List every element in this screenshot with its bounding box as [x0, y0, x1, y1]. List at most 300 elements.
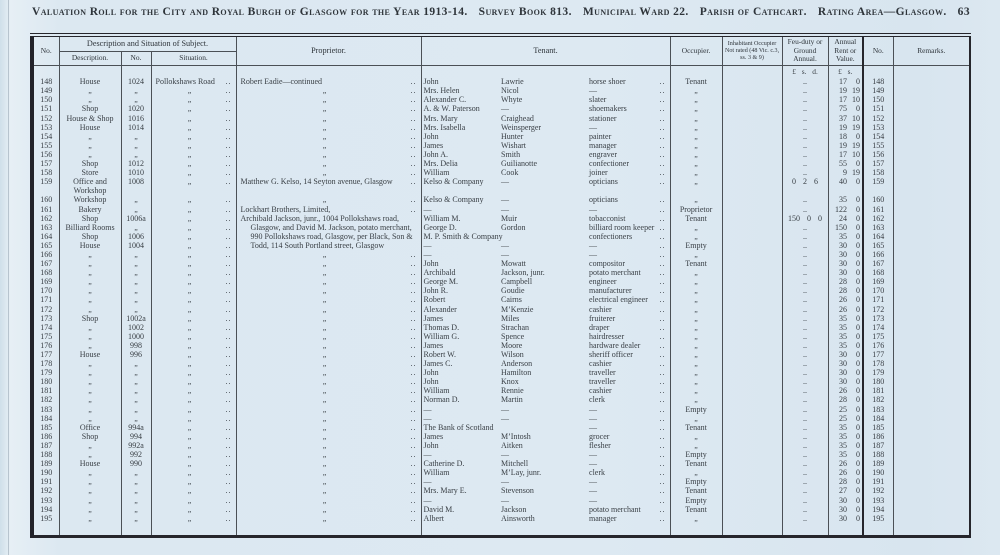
leader-dots: ..: [410, 95, 417, 105]
leader-dots: ..: [410, 431, 417, 441]
leader-dots: ..: [659, 431, 666, 441]
table-row: [32, 195, 970, 204]
cell-tenant-occupation: clerk ..: [589, 395, 666, 405]
rent-shillings: 19: [852, 122, 861, 132]
leader-dots: ..: [659, 213, 666, 223]
cell-situation: „ ..: [151, 414, 236, 423]
table-row: [32, 505, 970, 514]
table-row: [32, 350, 970, 359]
cell-inhabitant-occupier: [722, 505, 782, 514]
leader-dots: ..: [410, 504, 417, 514]
cell-remarks: [893, 496, 970, 505]
cell-feu-duty: 150 0 0: [782, 214, 828, 223]
cell-tenant-forename: James: [421, 314, 499, 323]
header-no-right: No.: [863, 35, 893, 66]
cell-tenant-forename: John: [421, 259, 499, 268]
leader-dots: ..: [225, 259, 232, 269]
cell-occupier: „: [670, 95, 722, 104]
rent-shillings: 0: [856, 477, 861, 487]
cell-annual-rent: [828, 341, 863, 350]
cell-feu-duty: ..: [782, 441, 828, 450]
cell-feu-duty: ..: [782, 332, 828, 341]
cell-occupier: Tenant: [670, 505, 722, 514]
cell-street-no: „: [121, 95, 151, 104]
cell-inhabitant-occupier: [722, 323, 782, 332]
rent-shillings: 0: [856, 304, 861, 314]
cell-no: 161: [40, 204, 53, 214]
cell-proprietor: „ ..: [236, 441, 421, 450]
cell-remarks: [893, 486, 970, 495]
leader-dots: ..: [225, 459, 232, 469]
cell-occupier: „: [670, 141, 722, 150]
cell-no: 156: [40, 149, 53, 159]
cell-inhabitant-occupier: [722, 432, 782, 441]
cell-tenant-forename: John: [421, 132, 499, 141]
cell-no-right: 163: [863, 223, 893, 232]
cell-remarks: [893, 386, 970, 395]
cell-tenant-forename: The Bank of Scotland: [421, 423, 585, 432]
cell-description: „: [59, 150, 121, 159]
leader-dots: ..: [659, 359, 666, 369]
cell-inhabitant-occupier: [722, 314, 782, 323]
cell-tenant-occupation: — ..: [589, 450, 666, 460]
cell-situation: „ ..: [151, 496, 236, 505]
leader-dots: ..: [225, 268, 232, 278]
table-row: [32, 86, 970, 95]
table-row: [32, 241, 970, 250]
leader-dots: ..: [410, 495, 417, 505]
cell-tenant-forename: John R.: [421, 286, 499, 295]
cell-feu-duty: ..: [782, 477, 828, 486]
cell-no: 167: [40, 259, 53, 269]
cell-occupier: Proprietor: [670, 205, 722, 214]
cell-tenant-surname: M’Lay, junr.: [501, 468, 542, 478]
cell-no: 158: [40, 168, 53, 178]
cell-occupier: „: [670, 250, 722, 259]
cell-tenant-forename: Catherine D.: [421, 459, 499, 468]
cell-occupier: Tenant: [670, 486, 722, 495]
leader-dots: ..: [410, 368, 417, 378]
cell-no-right: 166: [863, 250, 893, 259]
cell-situation: „ ..: [151, 250, 236, 259]
municipal-ward-label: Municipal Ward 22.: [582, 6, 689, 18]
table-row: [32, 341, 970, 350]
rent-pounds: 19: [839, 122, 848, 132]
cell-tenant-surname: Muir: [501, 213, 518, 223]
cell-description: „: [59, 450, 121, 459]
rent-shillings: 0: [856, 422, 861, 432]
cell-remarks: [893, 441, 970, 450]
cell-tenant-occupation: cashier ..: [589, 304, 666, 314]
cell-annual-rent: [828, 223, 863, 232]
cell-description: Shop: [59, 314, 121, 323]
cell-description: „: [59, 477, 121, 486]
leader-dots: ..: [410, 386, 417, 396]
cell-annual-rent: [828, 286, 863, 295]
rent-pounds: 35: [839, 431, 848, 441]
leader-dots: ..: [410, 122, 417, 132]
table-row: [32, 441, 970, 450]
cell-remarks: [893, 205, 970, 214]
rent-shillings: 0: [856, 404, 861, 414]
cell-inhabitant-occupier: [722, 114, 782, 123]
cell-tenant-forename: George M.: [421, 277, 499, 286]
cell-feu-duty: ..: [782, 205, 828, 214]
cell-annual-rent: [828, 241, 863, 250]
rent-shillings: 0: [856, 377, 861, 387]
rent-pounds: 122: [835, 204, 848, 214]
cell-no: 177: [40, 350, 53, 360]
cell-proprietor: „ ..: [236, 405, 421, 414]
cell-remarks: [893, 241, 970, 250]
cell-proprietor: „ ..: [236, 450, 421, 459]
cell-feu-duty: ..: [782, 368, 828, 377]
cell-annual-rent: [828, 386, 863, 395]
cell-occupier: „: [670, 286, 722, 295]
units-cell-tenant-forename: [421, 66, 499, 78]
table-row: [32, 423, 970, 432]
cell-situation: „ ..: [151, 486, 236, 495]
cell-tenant-forename: Mrs. Mary E.: [421, 486, 499, 495]
cell-situation: „ ..: [151, 395, 236, 404]
cell-street-no: 994: [121, 432, 151, 441]
cell-feu-duty: ..: [782, 341, 828, 350]
cell-tenant-forename: John: [421, 77, 499, 86]
cell-annual-rent: [828, 305, 863, 314]
leader-dots: ..: [410, 104, 417, 114]
spacer-row: [32, 523, 970, 537]
cell-description: Office and Workshop: [59, 177, 121, 195]
cell-tenant-surname: Smith: [501, 149, 521, 159]
cell-proprietor: „ ..: [236, 496, 421, 505]
leader-dots: ..: [410, 77, 417, 87]
cell-situation: „ ..: [151, 359, 236, 368]
cell-tenant-surname: Guilianotte: [501, 159, 538, 169]
cell-tenant-surname: —: [501, 204, 510, 214]
cell-inhabitant-occupier: [722, 295, 782, 304]
cell-inhabitant-occupier: [722, 268, 782, 277]
cell-proprietor: Lockhart Brothers, Limited, ..: [236, 205, 421, 214]
cell-tenant-forename: David M.: [421, 505, 499, 514]
cell-description: House: [59, 350, 121, 359]
table-row: [32, 414, 970, 423]
leader-dots: ..: [410, 377, 417, 387]
cell-proprietor: „ ..: [236, 141, 421, 150]
cell-feu-duty: ..: [782, 268, 828, 277]
cell-feu-duty: ..: [782, 386, 828, 395]
leader-dots: ..: [659, 122, 666, 132]
cell-tenant-forename: William: [421, 168, 499, 177]
cell-tenant-occupation: — ..: [589, 459, 666, 469]
cell-no-right: 159: [863, 177, 893, 195]
cell-proprietor: „ ..: [236, 350, 421, 359]
cell-occupier: Empty: [670, 450, 722, 459]
cell-annual-rent: [828, 323, 863, 332]
rent-pounds: 30: [839, 377, 848, 387]
cell-street-no: 1016: [121, 114, 151, 123]
cell-annual-rent: [828, 395, 863, 404]
leader-dots: ..: [659, 322, 666, 332]
cell-no-right: 170: [863, 286, 893, 295]
table-row: [32, 368, 970, 377]
cell-occupier: Tenant: [670, 259, 722, 268]
cell-street-no: „: [121, 132, 151, 141]
cell-occupier: „: [670, 414, 722, 423]
cell-inhabitant-occupier: [722, 359, 782, 368]
cell-occupier: „: [670, 159, 722, 168]
cell-no-right: 167: [863, 259, 893, 268]
leader-dots: ..: [225, 249, 232, 259]
spacer-cell: [722, 523, 782, 537]
cell-remarks: [893, 195, 970, 204]
cell-street-no: „: [121, 486, 151, 495]
leader-dots: ..: [410, 149, 417, 159]
cell-remarks: [893, 159, 970, 168]
cell-no-right: 176: [863, 341, 893, 350]
cell-tenant-occupation: engineer ..: [589, 277, 666, 287]
cell-proprietor: „ ..: [236, 268, 421, 277]
cell-annual-rent: [828, 377, 863, 386]
rent-pounds: 17: [839, 77, 848, 87]
cell-inhabitant-occupier: [722, 86, 782, 95]
rent-shillings: 0: [856, 459, 861, 469]
units-cell-occupier: [670, 66, 722, 78]
rent-pounds: 25: [839, 404, 848, 414]
cell-tenant-surname: Cairns: [501, 295, 522, 305]
cell-tenant-occupation: horse shoer ..: [589, 77, 666, 87]
cell-street-no: „: [121, 295, 151, 304]
cell-tenant-forename: —: [421, 414, 499, 423]
cell-tenant-forename: M. P. Smith & Company: [421, 232, 585, 241]
cell-situation: „ ..: [151, 168, 236, 177]
header-feu-duty: Feu-duty or Ground Annual.: [782, 35, 828, 66]
cell-tenant-surname: Cook: [501, 168, 519, 178]
cell-annual-rent: [828, 277, 863, 286]
cell-description: House: [59, 459, 121, 468]
cell-tenant-occupation: sheriff officer ..: [589, 350, 666, 360]
cell-street-no: 1006a: [121, 214, 151, 223]
leader-dots: ..: [225, 450, 232, 460]
header-no: No.: [32, 35, 59, 66]
cell-no-right: 181: [863, 386, 893, 395]
leader-dots: ..: [225, 149, 232, 159]
leader-dots: ..: [225, 322, 232, 332]
cell-street-no: „: [121, 496, 151, 505]
cell-street-no: „: [121, 277, 151, 286]
cell-annual-rent: [828, 250, 863, 259]
cell-street-no: 1000: [121, 332, 151, 341]
leader-dots: ..: [410, 277, 417, 287]
cell-no-right: 154: [863, 132, 893, 141]
cell-inhabitant-occupier: [722, 486, 782, 495]
cell-no: 195: [40, 513, 53, 523]
cell-proprietor: „ ..: [236, 459, 421, 468]
cell-remarks: [893, 277, 970, 286]
cell-tenant-occupation: manager ..: [589, 513, 666, 523]
cell-proprietor: „ ..: [236, 432, 421, 441]
cell-tenant-occupation: compositor ..: [589, 259, 666, 269]
rent-shillings: 10: [852, 113, 861, 123]
leader-dots: ..: [225, 331, 232, 341]
cell-annual-rent: [828, 205, 863, 214]
leader-dots: ..: [410, 359, 417, 369]
table-row: [32, 405, 970, 414]
leader-dots: ..: [225, 304, 232, 314]
cell-remarks: [893, 114, 970, 123]
cell-tenant-occupation: hairdresser ..: [589, 331, 666, 341]
cell-feu-duty: ..: [782, 432, 828, 441]
cell-remarks: [893, 177, 970, 195]
cell-proprietor: „ ..: [236, 377, 421, 386]
cell-tenant-surname: —: [501, 249, 510, 259]
cell-remarks: [893, 359, 970, 368]
cell-description: „: [59, 496, 121, 505]
table-row: [32, 232, 970, 241]
cell-no: 162: [40, 213, 53, 223]
cell-occupier: „: [670, 123, 722, 132]
cell-no: 165: [40, 240, 53, 250]
cell-tenant-surname: Spence: [501, 331, 525, 341]
rent-pounds: 30: [839, 350, 848, 360]
cell-no-right: 191: [863, 477, 893, 486]
cell-proprietor: Matthew G. Kelso, 14 Seyton avenue, Glasgow ..: [236, 177, 421, 195]
cell-occupier: „: [670, 277, 722, 286]
rent-pounds: 26: [839, 304, 848, 314]
cell-annual-rent: [828, 132, 863, 141]
cell-feu-duty: ..: [782, 168, 828, 177]
cell-annual-rent: [828, 359, 863, 368]
cell-street-no: „: [121, 150, 151, 159]
cell-situation: „ ..: [151, 432, 236, 441]
cell-annual-rent: [828, 405, 863, 414]
cell-inhabitant-occupier: [722, 214, 782, 223]
cell-inhabitant-occupier: [722, 377, 782, 386]
cell-remarks: [893, 505, 970, 514]
spacer-cell: [421, 523, 499, 537]
rent-pounds: 26: [839, 386, 848, 396]
cell-proprietor: „ ..: [236, 395, 421, 404]
cell-inhabitant-occupier: [722, 450, 782, 459]
cell-description: Shop: [59, 104, 121, 113]
leader-dots: ..: [659, 340, 666, 350]
cell-situation: „ ..: [151, 314, 236, 323]
cell-tenant-forename: William G.: [421, 332, 499, 341]
cell-no: 174: [40, 322, 53, 332]
leader-dots: ..: [225, 240, 232, 250]
table-row: [32, 305, 970, 314]
cell-occupier: Empty: [670, 477, 722, 486]
cell-description: Shop: [59, 159, 121, 168]
cell-annual-rent: [828, 114, 863, 123]
cell-street-no: 996: [121, 350, 151, 359]
cell-situation: „ ..: [151, 350, 236, 359]
rent-shillings: 0: [856, 331, 861, 341]
cell-feu-duty: ..: [782, 450, 828, 459]
cell-tenant-surname: Whyte: [501, 95, 523, 105]
leader-dots: ..: [659, 459, 666, 469]
cell-description: „: [59, 377, 121, 386]
header-desc-no: No.: [121, 52, 151, 66]
cell-situation: „ ..: [151, 232, 236, 241]
cell-occupier: „: [670, 104, 722, 113]
rent-pounds: 30: [839, 240, 848, 250]
cell-inhabitant-occupier: [722, 123, 782, 132]
cell-proprietor: „ ..: [236, 323, 421, 332]
table-row: [32, 141, 970, 150]
leader-dots: ..: [659, 104, 666, 114]
cell-occupier: „: [670, 305, 722, 314]
cell-no: 166: [40, 249, 53, 259]
cell-no-right: 156: [863, 150, 893, 159]
cell-remarks: [893, 414, 970, 423]
cell-no-right: 173: [863, 314, 893, 323]
cell-tenant-forename: Archibald: [421, 268, 499, 277]
cell-tenant-occupation: — ..: [589, 240, 666, 250]
leader-dots: ..: [410, 249, 417, 259]
rent-shillings: 0: [856, 440, 861, 450]
cell-no-right: 182: [863, 395, 893, 404]
rent-pounds: 37: [839, 113, 848, 123]
cell-tenant-forename: A. & W. Paterson: [421, 104, 499, 113]
cell-tenant-occupation: cashier ..: [589, 359, 666, 369]
table-row: [32, 323, 970, 332]
cell-inhabitant-occupier: [722, 350, 782, 359]
cell-situation: „ ..: [151, 132, 236, 141]
leader-dots: ..: [659, 350, 666, 360]
cell-street-no: „: [121, 286, 151, 295]
leader-dots: ..: [225, 395, 232, 405]
cell-description: „: [59, 95, 121, 104]
table-row: [32, 377, 970, 386]
cell-description: Shop: [59, 214, 121, 223]
cell-proprietor: „ ..: [236, 286, 421, 295]
cell-situation: „ ..: [151, 505, 236, 514]
table-row: [32, 386, 970, 395]
leader-dots: ..: [659, 195, 666, 205]
rent-shillings: 0: [856, 450, 861, 460]
cell-remarks: [893, 132, 970, 141]
cell-tenant-occupation: — ..: [589, 495, 666, 505]
table-row: [32, 168, 970, 177]
cell-situation: „ ..: [151, 259, 236, 268]
cell-no-right: 155: [863, 141, 893, 150]
cell-annual-rent: [828, 514, 863, 523]
cell-annual-rent: [828, 214, 863, 223]
leader-dots: ..: [659, 413, 666, 423]
cell-occupier: „: [670, 341, 722, 350]
cell-inhabitant-occupier: [722, 514, 782, 523]
rent-shillings: 0: [856, 222, 861, 232]
cell-tenant-occupation: clerk ..: [589, 468, 666, 478]
rent-shillings: 0: [856, 413, 861, 423]
cell-street-no: 1020: [121, 104, 151, 113]
rent-pounds: 30: [839, 359, 848, 369]
cell-proprietor: „ ..: [236, 150, 421, 159]
leader-dots: ..: [225, 368, 232, 378]
spacer-cell: [893, 523, 970, 537]
cell-street-no: „: [121, 395, 151, 404]
rent-shillings: 10: [852, 95, 861, 105]
cell-description: House: [59, 123, 121, 132]
cell-proprietor: „ ..: [236, 314, 421, 323]
rent-pounds: 35: [839, 331, 848, 341]
cell-tenant-occupation: confectioners ..: [589, 231, 666, 241]
cell-remarks: [893, 223, 970, 232]
cell-situation: „ ..: [151, 114, 236, 123]
cell-situation: „ ..: [151, 368, 236, 377]
cell-description: Shop: [59, 232, 121, 241]
cell-annual-rent: [828, 95, 863, 104]
